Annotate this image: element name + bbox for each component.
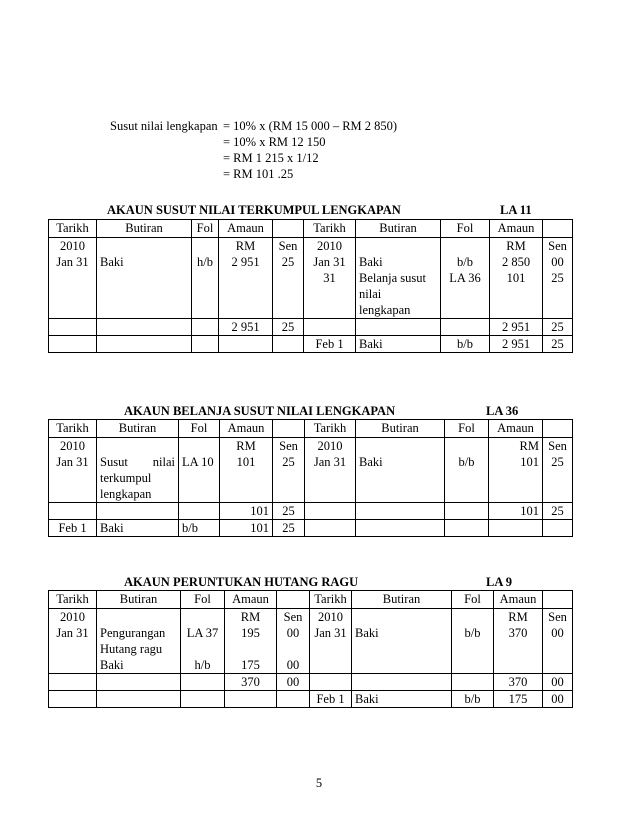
table-row bbox=[49, 609, 573, 674]
debit-total-sen: 00 bbox=[277, 674, 310, 691]
debit-total-sen: 25 bbox=[273, 503, 305, 520]
table-row bbox=[49, 238, 573, 319]
credit-amount-sen: 00 bbox=[543, 691, 573, 708]
debit-total-rm: 2 951 bbox=[219, 319, 273, 336]
credit-total-rm: 2 951 bbox=[490, 319, 543, 336]
credit-date: 2010 Jan 31 bbox=[310, 609, 352, 674]
debit-total-rm: 370 bbox=[225, 674, 277, 691]
page-number: 5 bbox=[315, 776, 323, 790]
debit-folio: b/b bbox=[179, 520, 220, 537]
ledger-title: AKAUN BELANJA SUSUT NILAI LENGKAPAN bbox=[124, 404, 396, 418]
table-row bbox=[49, 438, 573, 503]
credit-date: 2010 Jan 31 31 bbox=[304, 238, 356, 319]
credit-total-sen: 00 bbox=[543, 674, 573, 691]
calculation-line: = RM 1 215 x 1/12 bbox=[223, 151, 319, 165]
credit-description: Baki Belanja susut nilai lengkapan bbox=[356, 238, 441, 319]
credit-total-rm: 101 bbox=[489, 503, 543, 520]
debit-folio: h/b bbox=[192, 238, 219, 319]
total-row bbox=[49, 503, 573, 520]
credit-amount-rm: 175 bbox=[494, 691, 543, 708]
debit-amount-sen: Sen 25 bbox=[273, 438, 305, 503]
credit-amount-rm: RM 2 850 101 bbox=[490, 238, 543, 319]
credit-amount-rm: 2 951 bbox=[490, 336, 543, 353]
credit-date: 2010 Jan 31 bbox=[305, 438, 356, 503]
ledger-title: AKAUN SUSUT NILAI TERKUMPUL LENGKAPAN bbox=[107, 203, 401, 217]
credit-total-rm: 370 bbox=[494, 674, 543, 691]
carry-forward-row bbox=[49, 336, 573, 353]
debit-amount-rm: 101 bbox=[220, 520, 273, 537]
ledger-reference: LA 36 bbox=[486, 404, 519, 418]
debit-amount-rm: RM 101 bbox=[220, 438, 273, 503]
ledger-title: AKAUN PERUNTUKAN HUTANG RAGU bbox=[124, 575, 359, 589]
ledger-table-depreciation-expense bbox=[48, 419, 573, 537]
debit-amount-sen: 25 bbox=[273, 520, 305, 537]
ledger-table-bad-debt-provision bbox=[48, 590, 573, 708]
debit-total-rm: 101 bbox=[220, 503, 273, 520]
credit-date: Feb 1 bbox=[304, 336, 356, 353]
credit-amount-sen: Sen 00 bbox=[543, 609, 573, 674]
header-row: Tarikh Butiran Fol Amaun Tarikh Butiran Fol Amaun bbox=[49, 591, 573, 609]
credit-total-sen: 25 bbox=[543, 503, 573, 520]
credit-folio: b/b LA 36 bbox=[441, 238, 490, 319]
debit-date: 2010 Jan 31 bbox=[49, 609, 97, 674]
ledger-reference: LA 11 bbox=[500, 203, 532, 217]
header-row: Tarikh Butiran Fol Amaun Tarikh Butiran Fol Amaun bbox=[49, 420, 573, 438]
credit-amount-sen: 25 bbox=[543, 336, 573, 353]
credit-folio: b/b bbox=[441, 336, 490, 353]
depreciation-calculation bbox=[110, 118, 397, 182]
ledger-reference: LA 9 bbox=[486, 575, 513, 589]
calculation-line: = 10% x (RM 15 000 – RM 2 850) bbox=[223, 119, 398, 133]
credit-folio: b/b bbox=[452, 609, 494, 674]
carry-forward-row bbox=[49, 520, 573, 537]
debit-description: Susut nilai terkumpul lengkapan bbox=[97, 438, 179, 503]
calculation-label: Susut nilai lengkapan bbox=[110, 119, 218, 133]
debit-date: Feb 1 bbox=[49, 520, 97, 537]
debit-description: Pengurangan Hutang ragu Baki bbox=[97, 609, 181, 674]
debit-description: Baki bbox=[97, 238, 192, 319]
carry-forward-row bbox=[49, 691, 573, 708]
debit-description: Baki bbox=[97, 520, 179, 537]
calculation-line: = 10% x RM 12 150 bbox=[223, 135, 326, 149]
debit-date: 2010 Jan 31 bbox=[49, 238, 97, 319]
credit-folio: b/b bbox=[452, 691, 494, 708]
credit-description: Baki bbox=[352, 691, 452, 708]
ledger-table-accumulated-depreciation bbox=[48, 219, 573, 353]
debit-date: 2010 Jan 31 bbox=[49, 438, 97, 503]
credit-folio: b/b bbox=[445, 438, 489, 503]
debit-amount-rm: RM 2 951 bbox=[219, 238, 273, 319]
debit-amount-sen: Sen 00 00 bbox=[277, 609, 310, 674]
header-row: Tarikh Butiran Fol Amaun Tarikh Butiran Fol Amaun bbox=[49, 220, 573, 238]
credit-amount-rm: RM 101 bbox=[489, 438, 543, 503]
debit-folio: LA 10 bbox=[179, 438, 220, 503]
credit-amount-rm: RM 370 bbox=[494, 609, 543, 674]
credit-total-sen: 25 bbox=[543, 319, 573, 336]
debit-amount-sen: Sen 25 bbox=[273, 238, 304, 319]
total-row bbox=[49, 674, 573, 691]
debit-amount-rm: RM 195 175 bbox=[225, 609, 277, 674]
debit-total-sen: 25 bbox=[273, 319, 304, 336]
credit-amount-sen: Sen 00 25 bbox=[543, 238, 573, 319]
credit-description: Baki bbox=[356, 438, 445, 503]
debit-folio: LA 37 h/b bbox=[181, 609, 225, 674]
calculation-line: = RM 101 .25 bbox=[223, 167, 294, 181]
credit-amount-sen: Sen 25 bbox=[543, 438, 573, 503]
total-row bbox=[49, 319, 573, 336]
credit-description: Baki bbox=[352, 609, 452, 674]
credit-description: Baki bbox=[356, 336, 441, 353]
credit-date: Feb 1 bbox=[310, 691, 352, 708]
